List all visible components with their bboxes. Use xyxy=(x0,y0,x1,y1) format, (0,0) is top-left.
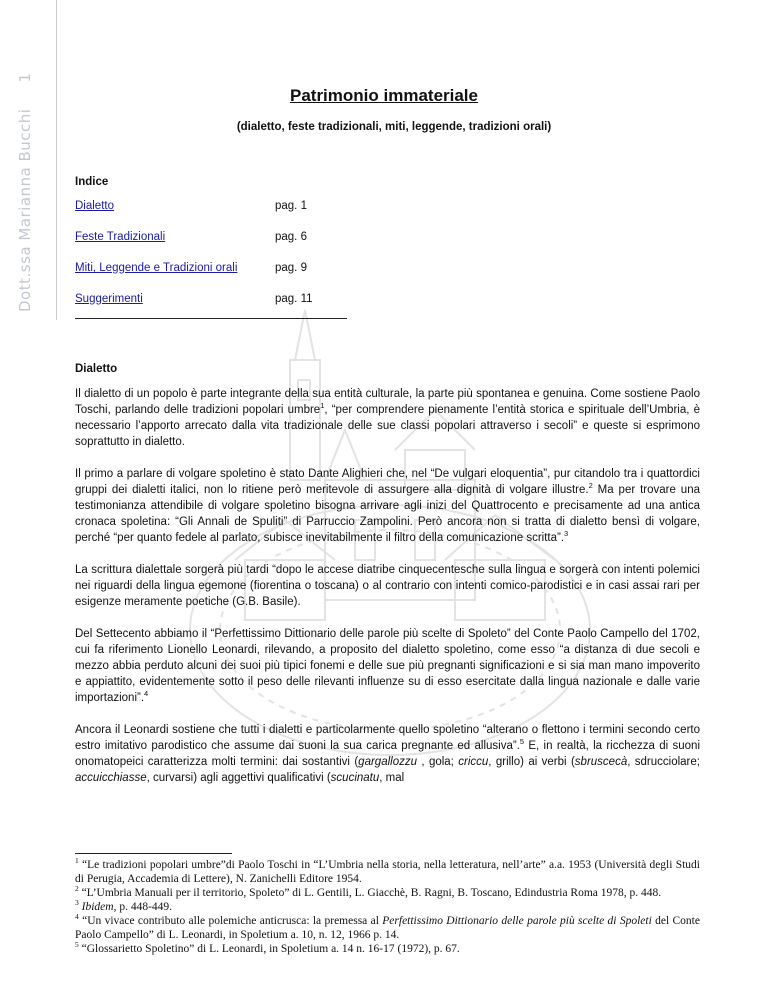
toc-link-feste-tradizionali[interactable]: Feste Tradizionali xyxy=(75,231,166,243)
footnote-ref: 3 xyxy=(564,529,569,539)
toc-link-dialetto[interactable]: Dialetto xyxy=(75,200,114,212)
footnote-ref: 2 xyxy=(588,481,593,491)
section-heading-dialetto: Dialetto xyxy=(75,363,118,375)
footnote-ref: 5 xyxy=(519,737,525,747)
paragraph: Il dialetto di un popolo è parte integrante della sua entità culturale, la parte più spontanea e genuina. Come sostiene Paolo Toschi, parlando delle tradizioni popolari umbre$^1$, “per comprendere pienamente l’entità storica e spirituale dell’Umbria, è necessario l’apporto arrecato dalla vita tradizionale delle sue classi popolari attraverso i secoli” e queste si esprimono soprattutto in dialetto. xyxy=(75,388,700,448)
footnote-ref: 4 xyxy=(144,689,149,699)
footnote: $^5$ “Glossarietto Spoletino” di L. Leonardi, in Spoletium a. 14 n. 16-17 (1972), p. 67. xyxy=(75,940,460,955)
toc-page: pag. 1 xyxy=(275,200,307,212)
table-of-contents xyxy=(75,200,375,324)
toc-item-dialetto xyxy=(75,200,375,231)
page-title: Patrimonio immateriale xyxy=(289,86,478,105)
author-name: Dott.ssa Marianna Bucchi xyxy=(16,108,34,312)
toc-item-miti xyxy=(75,262,375,293)
paragraph: Il primo a parlare di volgare spoletino è stato Dante Alighieri che, nel “De vulgari eloquentia”, pur citandolo tra i quattordici gruppi dei dialetti italici, non lo ritiene però meritevole di assurgere alla dignità di volgare illustre.$^2$ Ma per trovare una testimonianza attendibile di volgare spoletino bisogna arrivare agli inizi del Quattrocento e precisamente ad una antica cronaca spoletina: “Gli Annali de Spuliti” di Parruccio Zampolini. Però ancora non si tratta di dialetto bensì di volgare, perché “per quanto fedele al parlato, subisce inevitabilmente il filtro della comunicazione scritta”.$^3$ xyxy=(75,468,700,544)
toc-link-suggerimenti[interactable]: Suggerimenti xyxy=(75,293,143,305)
toc-item-feste xyxy=(75,231,375,262)
toc-page: pag. 9 xyxy=(275,262,307,274)
sidebar-divider xyxy=(56,0,57,320)
toc-heading: Indice xyxy=(75,176,109,188)
toc-page: pag. 6 xyxy=(275,231,307,243)
body-text xyxy=(75,386,700,802)
toc-divider xyxy=(75,318,347,319)
page-number: 1 xyxy=(16,72,34,83)
toc-link-miti-leggende[interactable]: Miti, Leggende e Tradizioni orali xyxy=(75,262,238,274)
footnote: $^1$ “Le tradizioni popolari umbre”di Paolo Toschi in “L’Umbria nella storia, nella letteratura, nell’arte” a.a. 1953 (Università degli Studi di Perugia, Accademia di Lettere), N. Zanichelli Editore 1954. xyxy=(75,856,700,885)
footnote-ref: 1 xyxy=(320,401,325,411)
toc-item-suggerimenti xyxy=(75,293,375,324)
page-subtitle: (dialetto, feste tradizionali, miti, leggende, tradizioni orali) xyxy=(236,121,552,133)
footnote: $^3$ Ibidem, p. 448-449. xyxy=(75,898,173,913)
footnote-divider xyxy=(75,853,232,854)
footnote: $^4$ “Un vivace contributo alle polemiche anticrusca: la premessa al Perfettissimo Dittionario delle parole più scelte di Spoleti del Conte Paolo Campello” di L. Leonardi, in Spoletium a. 10, n. 12, 1966 p. 14. xyxy=(75,912,700,941)
paragraph: Del Settecento abbiamo il “Perfettissimo Dittionario delle parole più scelte di Spoleto” del Conte Paolo Campello del 1702, cui fa riferimento Lionello Leonardi, rilevando, a proposito del dialetto spoletino, come esso “a distanza di due secoli e mezzo abbia perduto alcuni dei suoi più tipici fonemi e delle sue più pregnanti significazioni e si sia man mano impoverito e appiattito, evidentemente sotto il peso delle rilevanti influenze su di esso esercitate dalla lingua nazionale e dalle varie importazioni”.$^4$ xyxy=(75,628,700,704)
toc-page: pag. 11 xyxy=(275,293,313,305)
footnotes xyxy=(75,858,700,956)
sidebar-author-label xyxy=(16,2,42,312)
footnote: $^2$ “L’Umbria Manuali per il territorio, Spoleto” di L. Gentili, L. Giacchè, B. Ragni, B. Toscano, Edindustria Roma 1978, p. 448. xyxy=(75,884,662,899)
paragraph: Ancora il Leonardi sostiene che tutti i dialetti e particolarmente quello spoletino “alterano o flettono i termini secondo certo estro imitativo parodistico che assume dai suoni la sua carica pregnante ed allusiva”.$^5$ E, in realtà, la ricchezza di suoni onomatopeici caratterizza molti termini: dai sostantivi (gargallozzu , gola; criccu, grillo) ai verbi (sbruscecà, sdrucciolare; accuicchiasse, curvarsi) agli aggettivi qualificativi (scucinatu, mal xyxy=(75,724,700,784)
paragraph: La scrittura dialettale sorgerà più tardi “dopo le accese diatribe cinquecentesche sulla lingua e sorgerà con intenti polemici nei riguardi della lingua egemone (fiorentina o toscana) o al contrario con intenti comico-parodistici e in casi assai rari per esigenze meramente poetiche (G.B. Basile). xyxy=(75,564,700,608)
